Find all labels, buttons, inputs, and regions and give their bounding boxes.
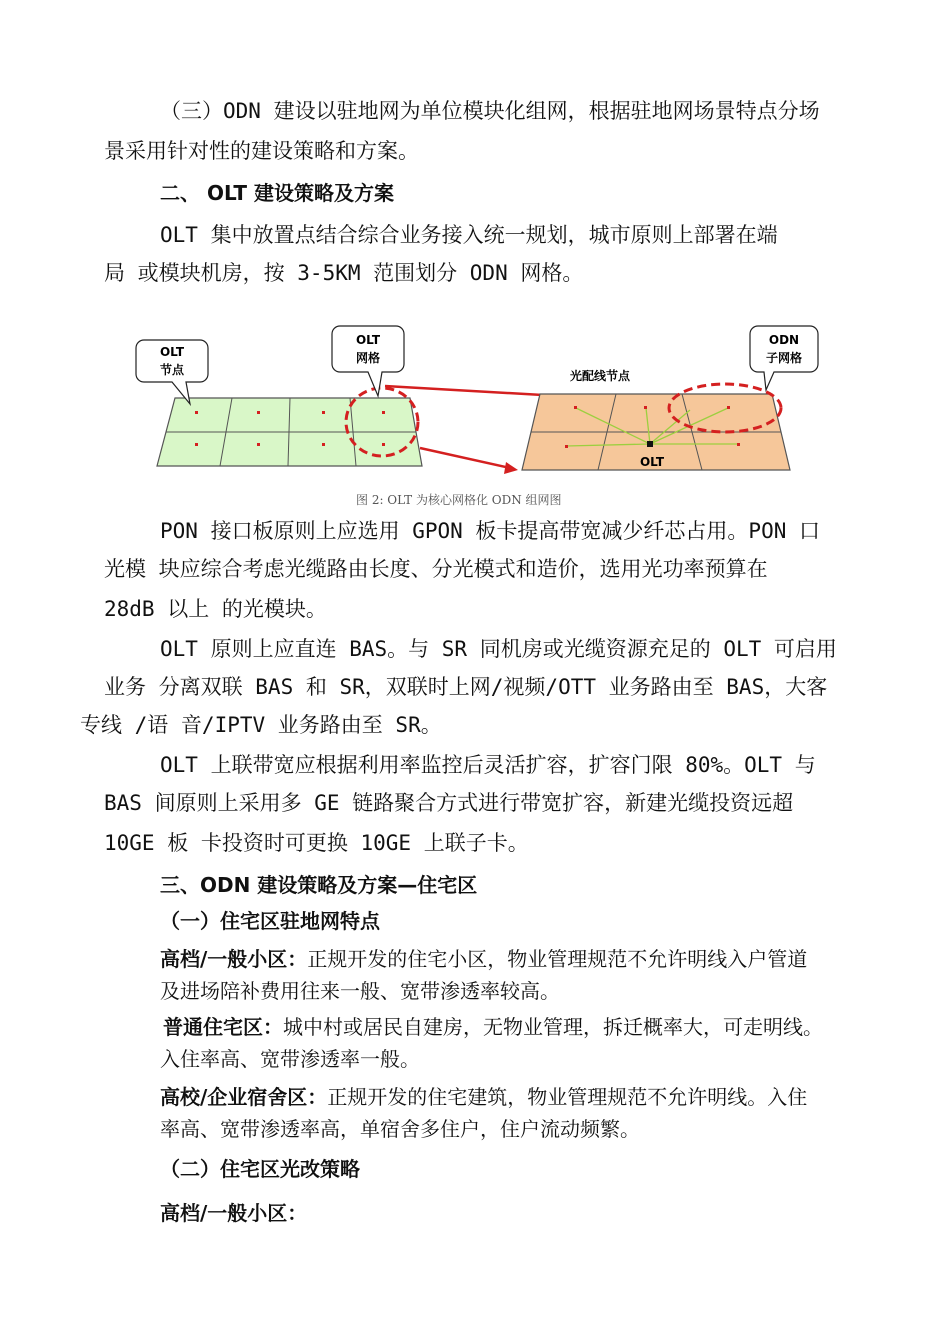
bubble-olt-node-l1: OLT xyxy=(159,345,185,359)
bubble-olt-node-l2: 节点 xyxy=(159,363,185,377)
residential-dorm-label: 高校/企业宿舍区： xyxy=(160,1085,328,1109)
para-olt-uplink-l3: 10GE 板 卡投资时可更换 10GE 上联子卡。 xyxy=(104,831,529,855)
residential-dorm-text-l1: 正规开发的住宅建筑，物业管理规范不允许明线。入住 xyxy=(327,1085,808,1109)
bubble-olt-node xyxy=(136,340,208,404)
residential-premium-l1 xyxy=(160,946,807,972)
para-olt-placement-l2: 局 或模块机房，按 3-5KM 范围划分 ODN 网格。 xyxy=(104,261,584,285)
para-pon-board-l1: PON 接口板原则上应选用 GPON 板卡提高带宽减少纤芯占用。PON 口 xyxy=(160,519,821,543)
residential-premium-strategy-label: 高档/一般小区： xyxy=(160,1201,308,1225)
para-odn-modular-l2: 景采用针对性的建设策略和方案。 xyxy=(104,139,419,163)
residential-premium-text-l1: 正规开发的住宅小区，物业管理规范不允许明线入户管道 xyxy=(307,947,808,971)
para-pon-board-l3: 28dB 以上 的光模块。 xyxy=(104,597,327,621)
residential-dorm-l1 xyxy=(160,1084,807,1110)
para-olt-bas-l2: 业务 分离双联 BAS 和 SR，双联时上网/视频/OTT 业务路由至 BAS，大客 xyxy=(104,675,828,699)
figure-caption: 图 2: OLT 为核心网格化 ODN 组网图 xyxy=(356,493,562,507)
olt-core-label: OLT xyxy=(639,455,665,469)
section-heading-olt: 二、 OLT 建设策略及方案 xyxy=(160,181,395,205)
bubble-olt-grid-l2: 网格 xyxy=(355,351,381,365)
subheading-residential-features: （一）住宅区驻地网特点 xyxy=(160,909,380,933)
residential-ordinary-text-l1: 城中村或居民自建房，无物业管理，拆迁概率大，可走明线。 xyxy=(283,1015,823,1039)
bubble-odn-subgrid xyxy=(750,326,818,390)
olt-grid-diagram xyxy=(0,318,950,518)
residential-dorm-text-l2: 率高、宽带渗透率高，单宿舍多住户，住户流动频繁。 xyxy=(160,1117,640,1141)
olt-grid-green xyxy=(157,388,422,466)
bubble-odn-subgrid-l2: 子网格 xyxy=(765,351,803,365)
para-olt-uplink-l1: OLT 上联带宽应根据利用率监控后灵活扩容，扩容门限 80%。OLT 与 xyxy=(160,753,816,777)
section-heading-odn-residential: 三、ODN 建设策略及方案—住宅区 xyxy=(160,873,478,897)
para-olt-bas-l3: 专线 /语 音/IPTV 业务路由至 SR。 xyxy=(80,713,442,737)
residential-premium-text-l2: 及进场陪补费用往来一般、宽带渗透率较高。 xyxy=(160,979,560,1003)
para-olt-placement-l1: OLT 集中放置点结合综合业务接入统一规划，城市原则上部署在端 xyxy=(160,223,778,247)
splitter-node-label: 光配线节点 xyxy=(569,369,631,383)
odn-grid-orange xyxy=(522,368,790,470)
residential-ordinary-l1 xyxy=(163,1014,823,1040)
para-pon-board-l2: 光模 块应综合考虑光缆路由长度、分光模式和造价，选用光功率预算在 xyxy=(104,557,768,581)
residential-ordinary-label: 普通住宅区： xyxy=(163,1015,283,1039)
subheading-fiber-strategy: （二）住宅区光改策略 xyxy=(160,1157,360,1181)
para-olt-uplink-l2: BAS 间原则上采用多 GE 链路聚合方式进行带宽扩容，新建光缆投资远超 xyxy=(104,791,794,815)
para-olt-bas-l1: OLT 原则上应直连 BAS。与 SR 同机房或光缆资源充足的 OLT 可启用 xyxy=(160,637,837,661)
residential-ordinary-text-l2: 入住率高、宽带渗透率一般。 xyxy=(160,1047,420,1071)
bubble-odn-subgrid-l1: ODN xyxy=(768,333,800,347)
residential-premium-label: 高档/一般小区： xyxy=(160,947,308,971)
para-odn-modular-l1: （三）ODN 建设以驻地网为单位模块化组网，根据驻地网场景特点分场 xyxy=(160,99,820,123)
bubble-olt-grid-l1: OLT xyxy=(355,333,381,347)
